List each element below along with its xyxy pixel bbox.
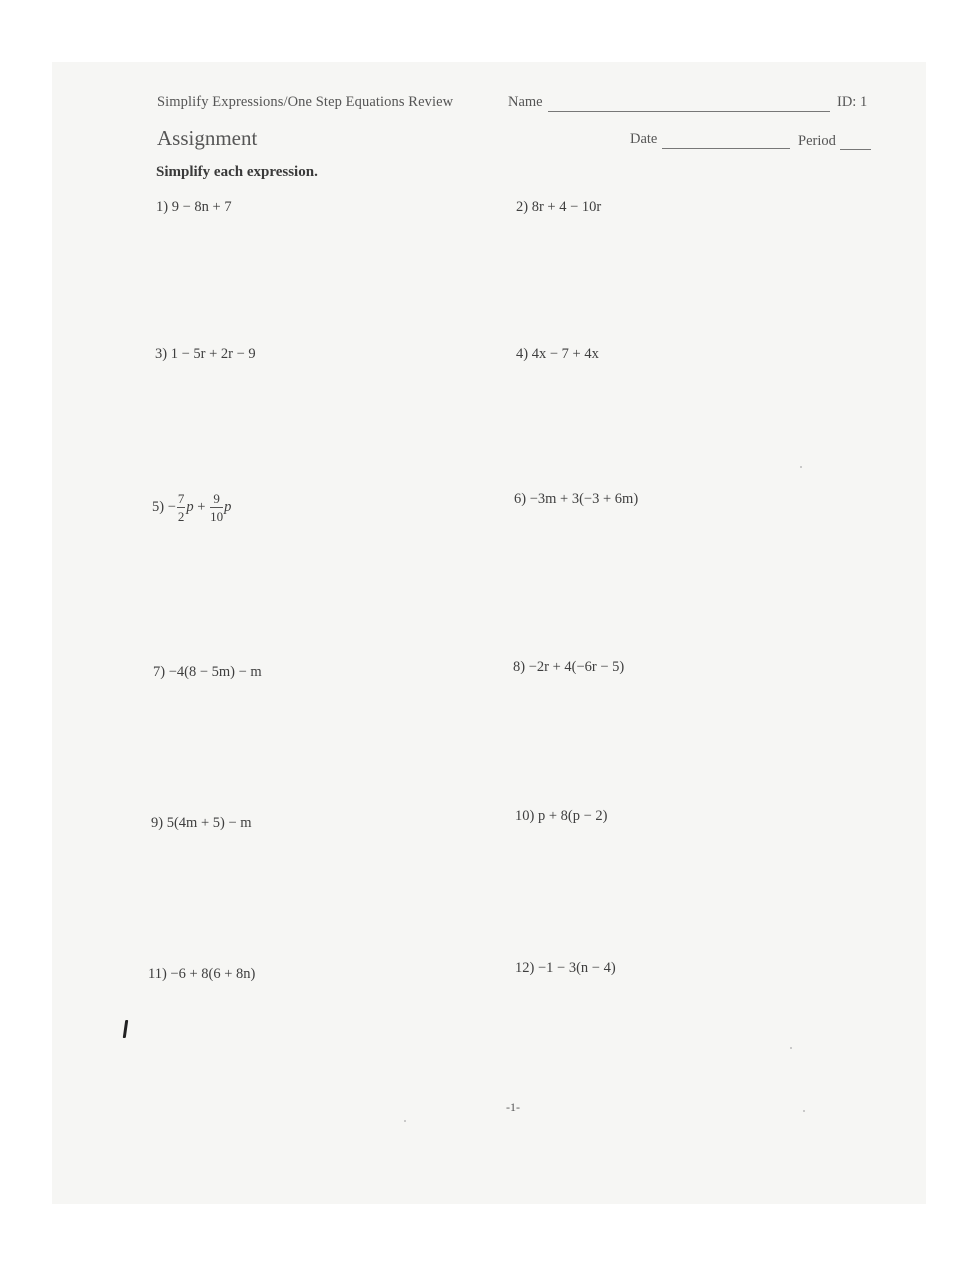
problem-number: 5)	[152, 498, 165, 515]
negative-sign: −	[167, 498, 176, 515]
problem-10	[515, 808, 607, 825]
period-label: Period	[798, 133, 836, 149]
problem-expression: 5(4m + 5) − m	[166, 815, 252, 831]
fraction-7-over-2	[177, 492, 186, 523]
variable: p	[186, 498, 194, 515]
problem-number: 8)	[513, 659, 526, 675]
problem-4	[516, 346, 599, 363]
period-field[interactable]	[840, 149, 871, 150]
scan-speck	[803, 1110, 805, 1112]
problem-expression: 1 − 5r + 2r − 9	[170, 346, 256, 362]
id-label: ID: 1	[837, 94, 868, 110]
fraction-numerator: 7	[177, 491, 185, 506]
problem-expression: 9 − 8n + 7	[171, 199, 232, 215]
problem-7	[153, 664, 262, 681]
date-field[interactable]	[662, 148, 790, 149]
problem-6	[514, 491, 638, 508]
problem-5	[152, 492, 231, 523]
scan-speck	[404, 1120, 406, 1122]
name-field[interactable]	[548, 111, 830, 112]
problem-number: 6)	[514, 491, 527, 507]
date-label: Date	[630, 131, 658, 147]
problem-3	[155, 346, 256, 363]
problem-number: 9)	[151, 815, 164, 831]
plus-sign: +	[197, 498, 206, 515]
problem-expression: −2r + 4(−6r − 5)	[528, 659, 625, 675]
problem-expression: −6 + 8(6 + 8n)	[170, 966, 256, 982]
scan-speck	[790, 1047, 792, 1049]
variable: p	[224, 498, 232, 515]
worksheet-title: Simplify Expressions/One Step Equations Review	[157, 94, 454, 110]
problem-number: 12)	[515, 960, 535, 976]
problem-number: 7)	[153, 664, 166, 680]
problem-number: 1)	[156, 199, 169, 215]
fraction-denominator: 2	[177, 509, 185, 524]
problem-number: 3)	[155, 346, 168, 362]
instructions: Simplify each expression.	[156, 164, 318, 180]
problem-8	[513, 659, 624, 676]
fraction-denominator: 10	[210, 509, 224, 524]
problem-number: 10)	[515, 808, 535, 824]
fraction-9-over-10	[210, 492, 223, 523]
problem-expression: p + 8(p − 2)	[537, 808, 608, 824]
scan-speck	[800, 466, 802, 468]
problem-expression: 4x − 7 + 4x	[531, 346, 599, 362]
problem-12	[515, 960, 616, 977]
worksheet-page	[52, 62, 926, 1204]
problem-11	[148, 966, 255, 983]
problem-expression: −4(8 − 5m) − m	[168, 664, 262, 680]
name-label: Name	[508, 94, 543, 110]
page-number: -1-	[506, 1100, 520, 1114]
fraction-numerator: 9	[210, 492, 223, 508]
problem-expression: 8r + 4 − 10r	[531, 199, 602, 215]
problem-expression: −1 − 3(n − 4)	[537, 960, 616, 976]
problem-number: 4)	[516, 346, 529, 362]
problem-number: 2)	[516, 199, 529, 215]
problem-number: 11)	[148, 966, 167, 982]
problem-1	[156, 199, 232, 216]
problem-expression: −3m + 3(−3 + 6m)	[529, 491, 639, 507]
assignment-heading: Assignment	[157, 126, 258, 150]
problem-9	[151, 815, 252, 832]
problem-2	[516, 199, 601, 216]
